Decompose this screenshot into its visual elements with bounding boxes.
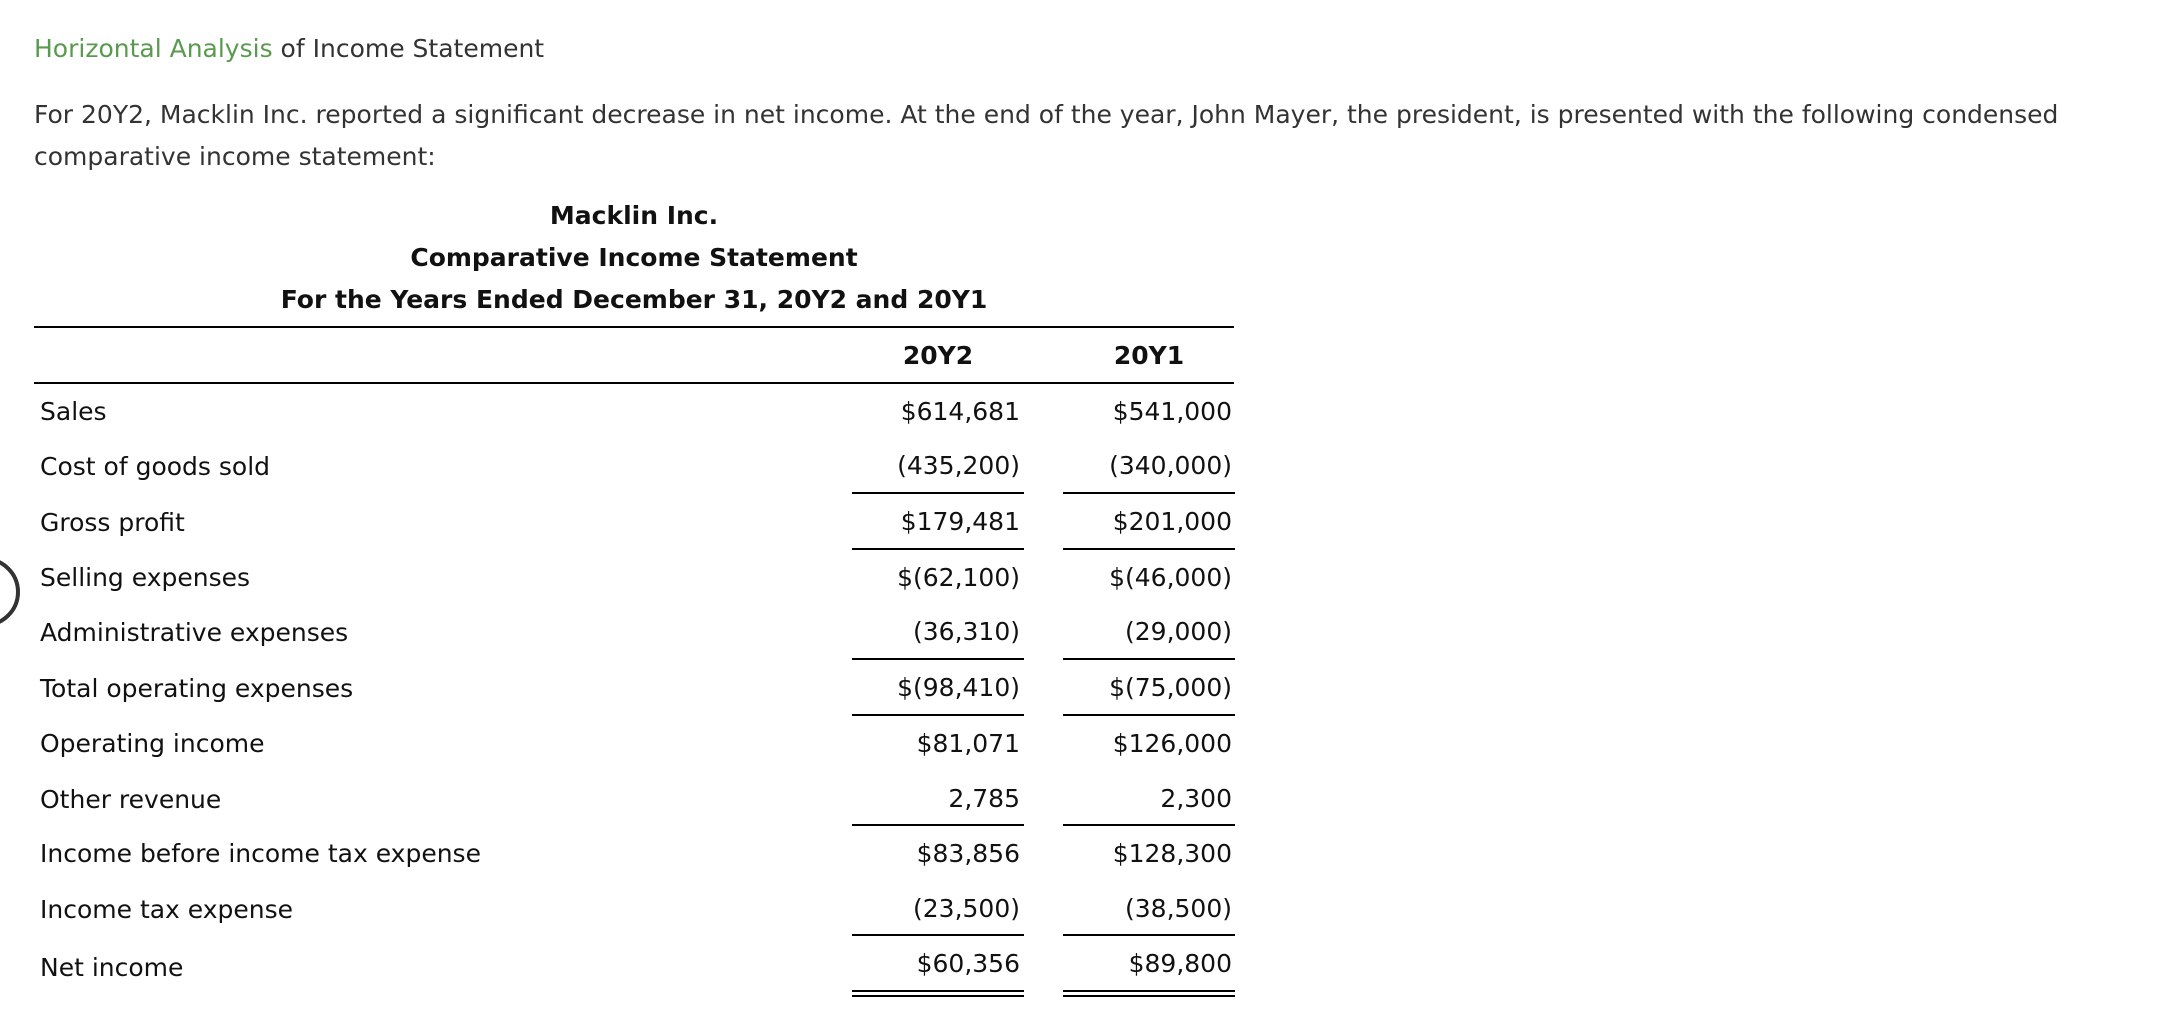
other-revenue-underline-20y1 [1063,824,1235,826]
statement-period: For the Years Ended December 31, 20Y2 and 20Y1 [280,285,988,314]
selling-expenses-20y2: $(62,100) [897,563,1020,592]
income-before-tax-20y2: $83,856 [916,839,1020,868]
gross-profit-20y1: $201,000 [1112,507,1232,536]
column-header-20y2: 20Y2 [902,341,974,370]
net-income-double-rule-20y1 [1063,990,1235,997]
other-revenue-20y2: 2,785 [948,784,1020,813]
other-revenue-underline-20y2 [852,824,1024,826]
selling-expenses-20y1: $(46,000) [1109,563,1232,592]
header-top-rule [34,326,1234,328]
cogs-20y2: (435,200) [897,451,1020,480]
sales-20y1: $541,000 [1112,397,1232,426]
row-label-selling-expenses: Selling expenses [40,563,251,592]
row-label-income-tax-expense: Income tax expense [40,895,294,924]
row-label-sales: Sales [40,397,107,426]
side-handle[interactable] [0,557,20,627]
row-label-operating-income: Operating income [40,729,265,758]
operating-income-20y1: $126,000 [1112,729,1232,758]
total-opex-20y2: $(98,410) [897,673,1020,702]
total-opex-20y1: $(75,000) [1109,673,1232,702]
total-opex-underline-20y2 [852,714,1024,716]
row-label-administrative-expenses: Administrative expenses [40,618,349,647]
page-title-rest: of Income Statement [272,34,545,63]
admin-expenses-20y1: (29,000) [1125,617,1232,646]
income-tax-underline-20y1 [1063,934,1235,936]
other-revenue-20y1: 2,300 [1160,784,1232,813]
income-tax-underline-20y2 [852,934,1024,936]
admin-underline-20y2 [852,658,1024,660]
row-label-cost-of-goods-sold: Cost of goods sold [40,452,271,481]
income-tax-20y2: (23,500) [913,894,1020,923]
cogs-20y1: (340,000) [1109,451,1232,480]
net-income-double-rule-20y2 [852,990,1024,997]
gross-profit-20y2: $179,481 [900,507,1020,536]
page-title [34,34,544,63]
row-label-income-before-tax: Income before income tax expense [40,839,481,868]
total-opex-underline-20y1 [1063,714,1235,716]
gross-profit-underline-20y2 [852,548,1024,550]
row-label-total-operating-expenses: Total operating expenses [40,674,354,703]
net-income-20y1: $89,800 [1128,949,1232,978]
intro-paragraph: For 20Y2, Macklin Inc. reported a significant decrease in net income. At the end of the year, John Mayer, the president, is presented with the following condensed comparative income statement: [34,100,2059,171]
header-bottom-rule [34,382,1234,384]
row-label-gross-profit: Gross profit [40,508,185,537]
sales-20y2: $614,681 [900,397,1020,426]
income-before-tax-20y1: $128,300 [1112,839,1232,868]
income-tax-20y1: (38,500) [1125,894,1232,923]
column-header-20y1: 20Y1 [1113,341,1185,370]
gross-profit-underline-20y1 [1063,548,1235,550]
company-name: Macklin Inc. [549,201,719,230]
row-label-other-revenue: Other revenue [40,785,222,814]
cogs-underline-20y1 [1063,492,1235,494]
row-label-net-income: Net income [40,953,184,982]
horizontal-analysis-link[interactable]: Horizontal Analysis [34,34,273,63]
operating-income-20y2: $81,071 [916,729,1020,758]
admin-expenses-20y2: (36,310) [913,617,1020,646]
net-income-20y2: $60,356 [916,949,1020,978]
cogs-underline-20y2 [852,492,1024,494]
admin-underline-20y1 [1063,658,1235,660]
statement-title: Comparative Income Statement [410,243,858,272]
